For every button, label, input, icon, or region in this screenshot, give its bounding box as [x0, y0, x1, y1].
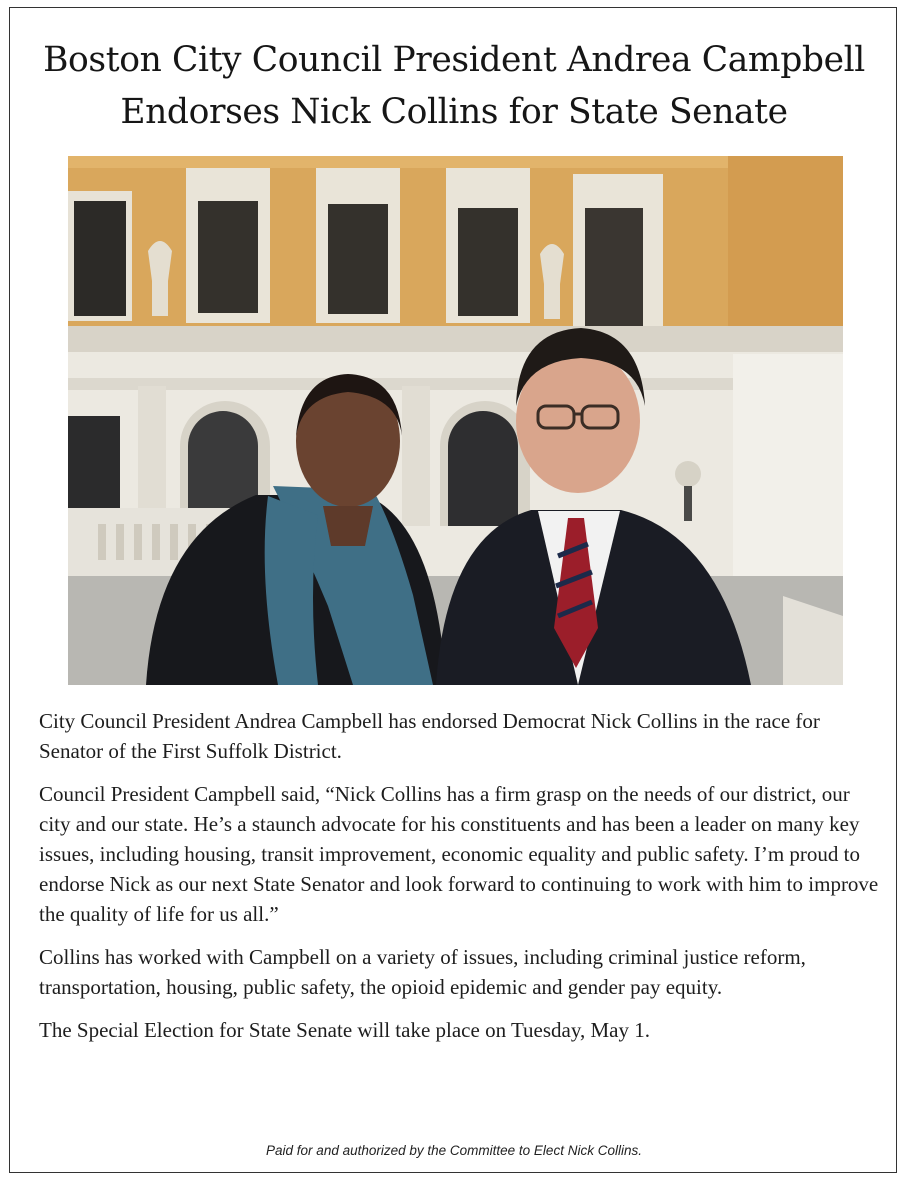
paragraph-issues: Collins has worked with Campbell on a variety of issues, including criminal justice reform, transportation, housing, public safety, the opioid epidemic and gender pay equity. — [39, 945, 806, 999]
paragraph-endorsement: City Council President Andrea Campbell has endorsed Democrat Nick Collins in the race for Senator of the First Suffolk District. — [39, 709, 820, 763]
article-body — [39, 706, 879, 1058]
headline — [10, 34, 898, 138]
flyer-frame — [9, 7, 897, 1173]
headline-line-1: Boston City Council President Andrea Campbell — [43, 40, 865, 80]
paid-for-disclaimer: Paid for and authorized by the Committee to Elect Nick Collins. — [266, 1143, 642, 1158]
endorsement-photo — [68, 156, 843, 685]
paragraph-election-date: The Special Election for State Senate will take place on Tuesday, May 1. — [39, 1018, 650, 1042]
headline-line-2: Endorses Nick Collins for State Senate — [120, 92, 788, 132]
paragraph-quote: Council President Campbell said, “Nick Collins has a firm grasp on the needs of our district, our city and our state. He’s a staunch advocate for his constituents and has been a leader on many key issues, including housing, transit improvement, economic equality and public safety. I’m proud to endorse Nick as our next State Senator and look forward to continuing to work with him to improve the quality of life for us all.” — [39, 782, 879, 926]
